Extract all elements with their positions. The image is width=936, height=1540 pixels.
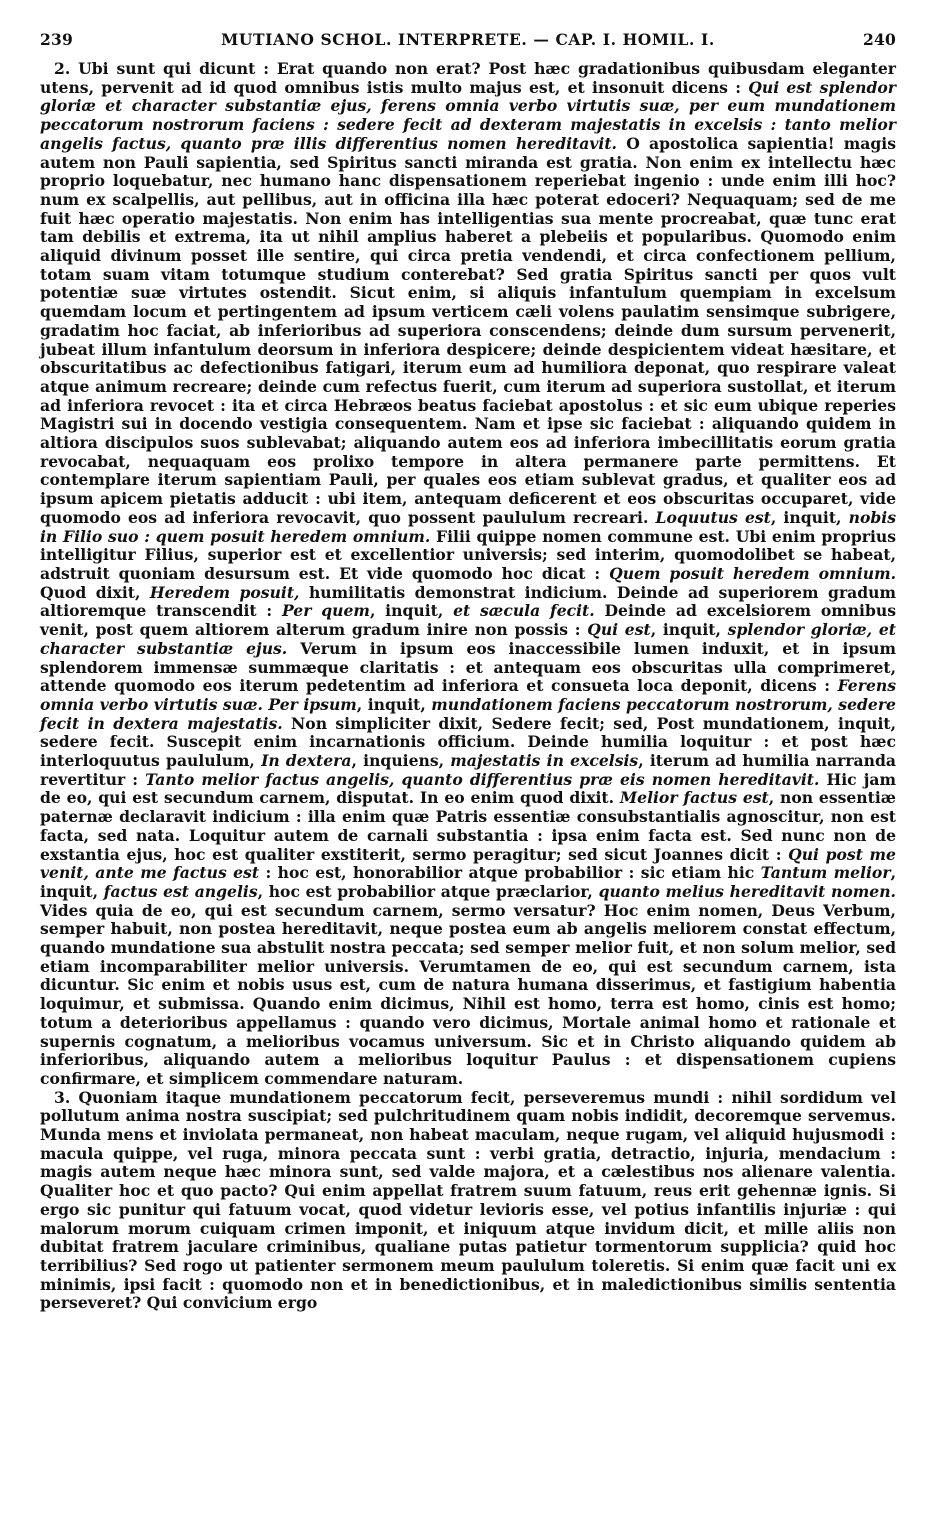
text-run: Non simpliciter dixit, Sedere fecit; sed, Post mundationem, inquit, sedere fecit. Suscepit enim incarnationis officium. Deinde humilia loquitur : et post hæc interloquutus paululum,	[40, 713, 897, 771]
text-run: , hoc est probabilior atque præclarior,	[257, 881, 599, 901]
scripture-quote: Qui est	[587, 620, 651, 640]
scripture-quote: mundationem faciens peccatorum nostrorum, sedere fecit in dextera majestatis.	[40, 694, 896, 733]
text-run: , inquit,	[356, 694, 432, 714]
scripture-quote: Melior factus est	[619, 788, 769, 808]
text-run: 3. Quoniam itaque mundationem peccatorum fecit, perseveremus mundi : nihil sordidum vel pollutum anima nostra suscipiat; sed pulchritudinem quam nobis indidit, decoremque servemus. Munda mens et inviolata permaneat, non habeat maculam, neque rugam, vel aliquid hujusmodi : macula quippe, vel ruga, minora peccata sunt : verbi gratia, detractio, injuria, mendacium : magis autem neque hæc minora sunt, sed valde majora, et a cælestibus nos alienare valentia. Qualiter hoc et quo pacto? Qui enim appellat fratrem suum fatuum, reus erit gehennæ ignis. Si ergo sic punitur qui fatuum vocat, quod videtur levioris esse, vel potius infantilis injuriæ : qui malorum morum cuiquam crimen imponit, et iniquum atque invidum dicit, et mille aliis non dubitat fratrem jaculare criminibus, qualiane putas patietur tormentorum supplicia? quid hoc terribilius? Sed rogo ut patienter sermonem meum paululum toleretis. Si enim quæ facit uni ex minimis, ipsi facit : quomodo non et in benedictionibus, et in maledictionibus similis sententia perseveret? Qui convicium ergo	[40, 1087, 896, 1313]
scripture-quote: Per quem	[282, 601, 370, 621]
scripture-quote: Qui post me venit, ante me factus est	[40, 844, 896, 883]
page-number-left: 239	[40, 30, 73, 49]
text-run: Hic jam de eo, qui est secundum carnem, disputat. In eo enim quod dixit.	[40, 769, 896, 808]
text-run: : hoc est, honorabilior atque probabilior : sic etiam hic	[259, 863, 761, 883]
scripture-quote: et sæcula fecit.	[453, 601, 595, 621]
text-run: Deinde ad excelsiorem omnibus venit, post quem altiorem alterum gradum inire non possis :	[40, 601, 896, 640]
body-text	[40, 60, 896, 1313]
page-number-right: 240	[863, 30, 896, 49]
text-run: , inquit,	[40, 863, 896, 901]
scripture-quote: Quem posuit heredem omnium.	[609, 563, 897, 583]
scripture-quote: In dextera	[261, 751, 352, 771]
scripture-quote: Heredem posuit,	[149, 582, 300, 602]
text-run: , iterum ad humilia narranda revertitur :	[40, 751, 896, 789]
scripture-quote: majestatis in excelsis	[450, 751, 639, 771]
scripture-quote: factus est angelis	[103, 881, 258, 901]
text-run: , inquiens,	[351, 751, 451, 771]
paragraph	[40, 60, 896, 1089]
text-run: , inquit,	[369, 601, 454, 621]
scripture-quote: quanto melius hereditavit nomen.	[598, 881, 896, 901]
text-run: 2. Ubi sunt qui dicunt : Erat quando non erat? Post hæc gradationibus quibusdam eleganter utens, pervenit ad id quod omnibus istis multo majus est, et insonuit dicens :	[40, 59, 896, 97]
text-run: Filii quippe nomen commune est. Ubi enim proprius intelligitur Filius, superior est et excellentior universis; sed interim, quomodolibet se habeat, adstruit quoniam desursum est. Et vide quomodo hoc dicat :	[40, 526, 896, 583]
text-run: , inquit,	[650, 620, 728, 640]
text-run: Verum in ipsum eos inaccessibile lumen induxit, et in ipsum splendorem immensæ summæque claritatis : et antequam eos obscuritas ulla comprimeret, attende quomodo eos iterum pedetentim ad inferiora et consueta loca deponit, dicens :	[40, 638, 896, 696]
text-run: , inquit,	[770, 507, 849, 527]
scripture-quote: Ferens omnia verbo virtutis suæ. Per ipsum	[40, 676, 896, 714]
scripture-quote: splendor gloriæ, et character substantiæ ejus.	[40, 620, 896, 658]
scripture-quote: Tanto melior factus angelis, quanto differentius præ eis nomen hereditavit.	[145, 769, 820, 789]
scripture-quote: nobis in Filio suo : quem posuit heredem omnium.	[40, 507, 896, 546]
text-run: O apostolica sapientia! magis autem non Pauli sapientia, sed Spiritus sancti miranda est gratia. Non enim ex intellectu hæc proprio loquebatur, nec humano hanc dispensationem reperiebat ingenio : unde enim illi hoc? num ex scalpellis, aut pellibus, aut in officina illa hæc poterat edoceri? Nequaquam; sed de me fuit hæc operatio majestatis. Non enim has intelligentias sua mente procreabat, quæ tunc erat tam debilis et extrema, ita ut nihil amplius haberet a plebeiis et popularibus. Quomodo enim aliquid divinum posset ille sentire, qui circa pretia vendendi, et circa confectionem pellium, totam suam vitam totumque studium conterebat? Sed gratia Spiritus sancti per quos vult potentiæ suæ virtutes ostendit. Sicut enim, si aliquis infantulum quempiam in excelsum quemdam locum et pertingentem ad ipsum verticem cæli volens paulatim sensimque subrigere, gradatim hoc faciat, ab inferioribus ad superiora conscendens; deinde dum sursum pervenerit, jubeat illum infantulum deorsum in inferiora despicere; deinde despicientem videat hæsitare, et obscuritatibus ac defectionibus fatigari, iterum eum ad humiliora deponat, quo respirare valeat atque animum recreare; deinde cum refectus fuerit, cum iterum ad superiora sustollat, et iterum ad inferiora revocet : ita et circa Hebræos beatus faciebat apostolus : et sic eum ubique reperies Magistri sui in docendo vestigia consequentem. Nam et ipse sic faciebat : aliquando quidem in altiora discipulos suos sublevabat; aliquando autem eos ad inferiora imbecillitatis eorum gratia revocabat, nequaquam eos prolixo tempore in altera permanere parte permittens. Et contemplare iterum sapientiam Pauli, per quales eos etiam sublevat gradus, et qualiter eos ad ipsum apicem pietatis adducit : ubi item, antequam deficerent et eos obscuritas occuparet, vide quomodo eos ad inferiora revocavit, quo possent paululum recreari.	[40, 133, 896, 527]
scripture-quote: Qui est splendor gloriæ et character substantiæ ejus, ferens omnia verbo virtutis suæ, per eum mundationem peccatorum nostrorum faciens : sedere fecit ad dexteram majestatis in excelsis : tanto melior angelis factus, quanto præ illis differentius nomen hereditavit.	[40, 77, 896, 153]
running-title: MUTIANO SCHOL. INTERPRETE. — CAP. I. HOMIL. I.	[221, 30, 715, 49]
paragraph	[40, 1089, 896, 1313]
text-run: Vides quia de eo, qui est secundum carnem, sermo versatur? Hoc enim nomen, Deus Verbum, semper habuit, non postea hereditavit, neque postea eum ab angelis meliorem constat effectum, quando mundatione sua abstulit nostra peccata; sed semper melior fuit, et non solum melior, sed etiam incomparabiliter melior universis. Verumtamen de eo, qui est secundum carnem, ista dicuntur. Sic enim et nobis usus est, cum de natura humana disserimus, et fastigium habentia loquimur, et submissa. Quando enim dicimus, Nihil est homo, terra est homo, cinis est homo; totum a deterioribus appellamus : quando vero dicimus, Mortale animal homo et rationale et supernis cognatum, a melioribus vocamus universum. Sic et in Christo aliquando quidem ab inferioribus, aliquando autem a melioribus loquitur Paulus : et dispensationem cupiens confirmare, et simplicem commendare naturam.	[40, 900, 896, 1088]
scripture-quote: Tantum melior	[760, 863, 891, 883]
text-run: humilitatis demonstrat indicium. Deinde ad superiorem gradum altioremque transcendit :	[40, 582, 897, 621]
text-run: , non essentiæ paternæ declaravit indicium : illa enim quæ Patris essentiæ consubstantialis agnoscitur, non est facta, sed nata. Loquitur autem de carnali substantia : ipsa enim facta est. Sed nunc non de exstantia ejus, hoc est qualiter exstiterit, sermo peragitur; sed sicut Joannes dicit :	[40, 788, 896, 864]
scripture-quote: Loquutus est	[655, 507, 771, 527]
running-head	[40, 30, 896, 58]
text-run: Quod dixit,	[40, 582, 150, 602]
